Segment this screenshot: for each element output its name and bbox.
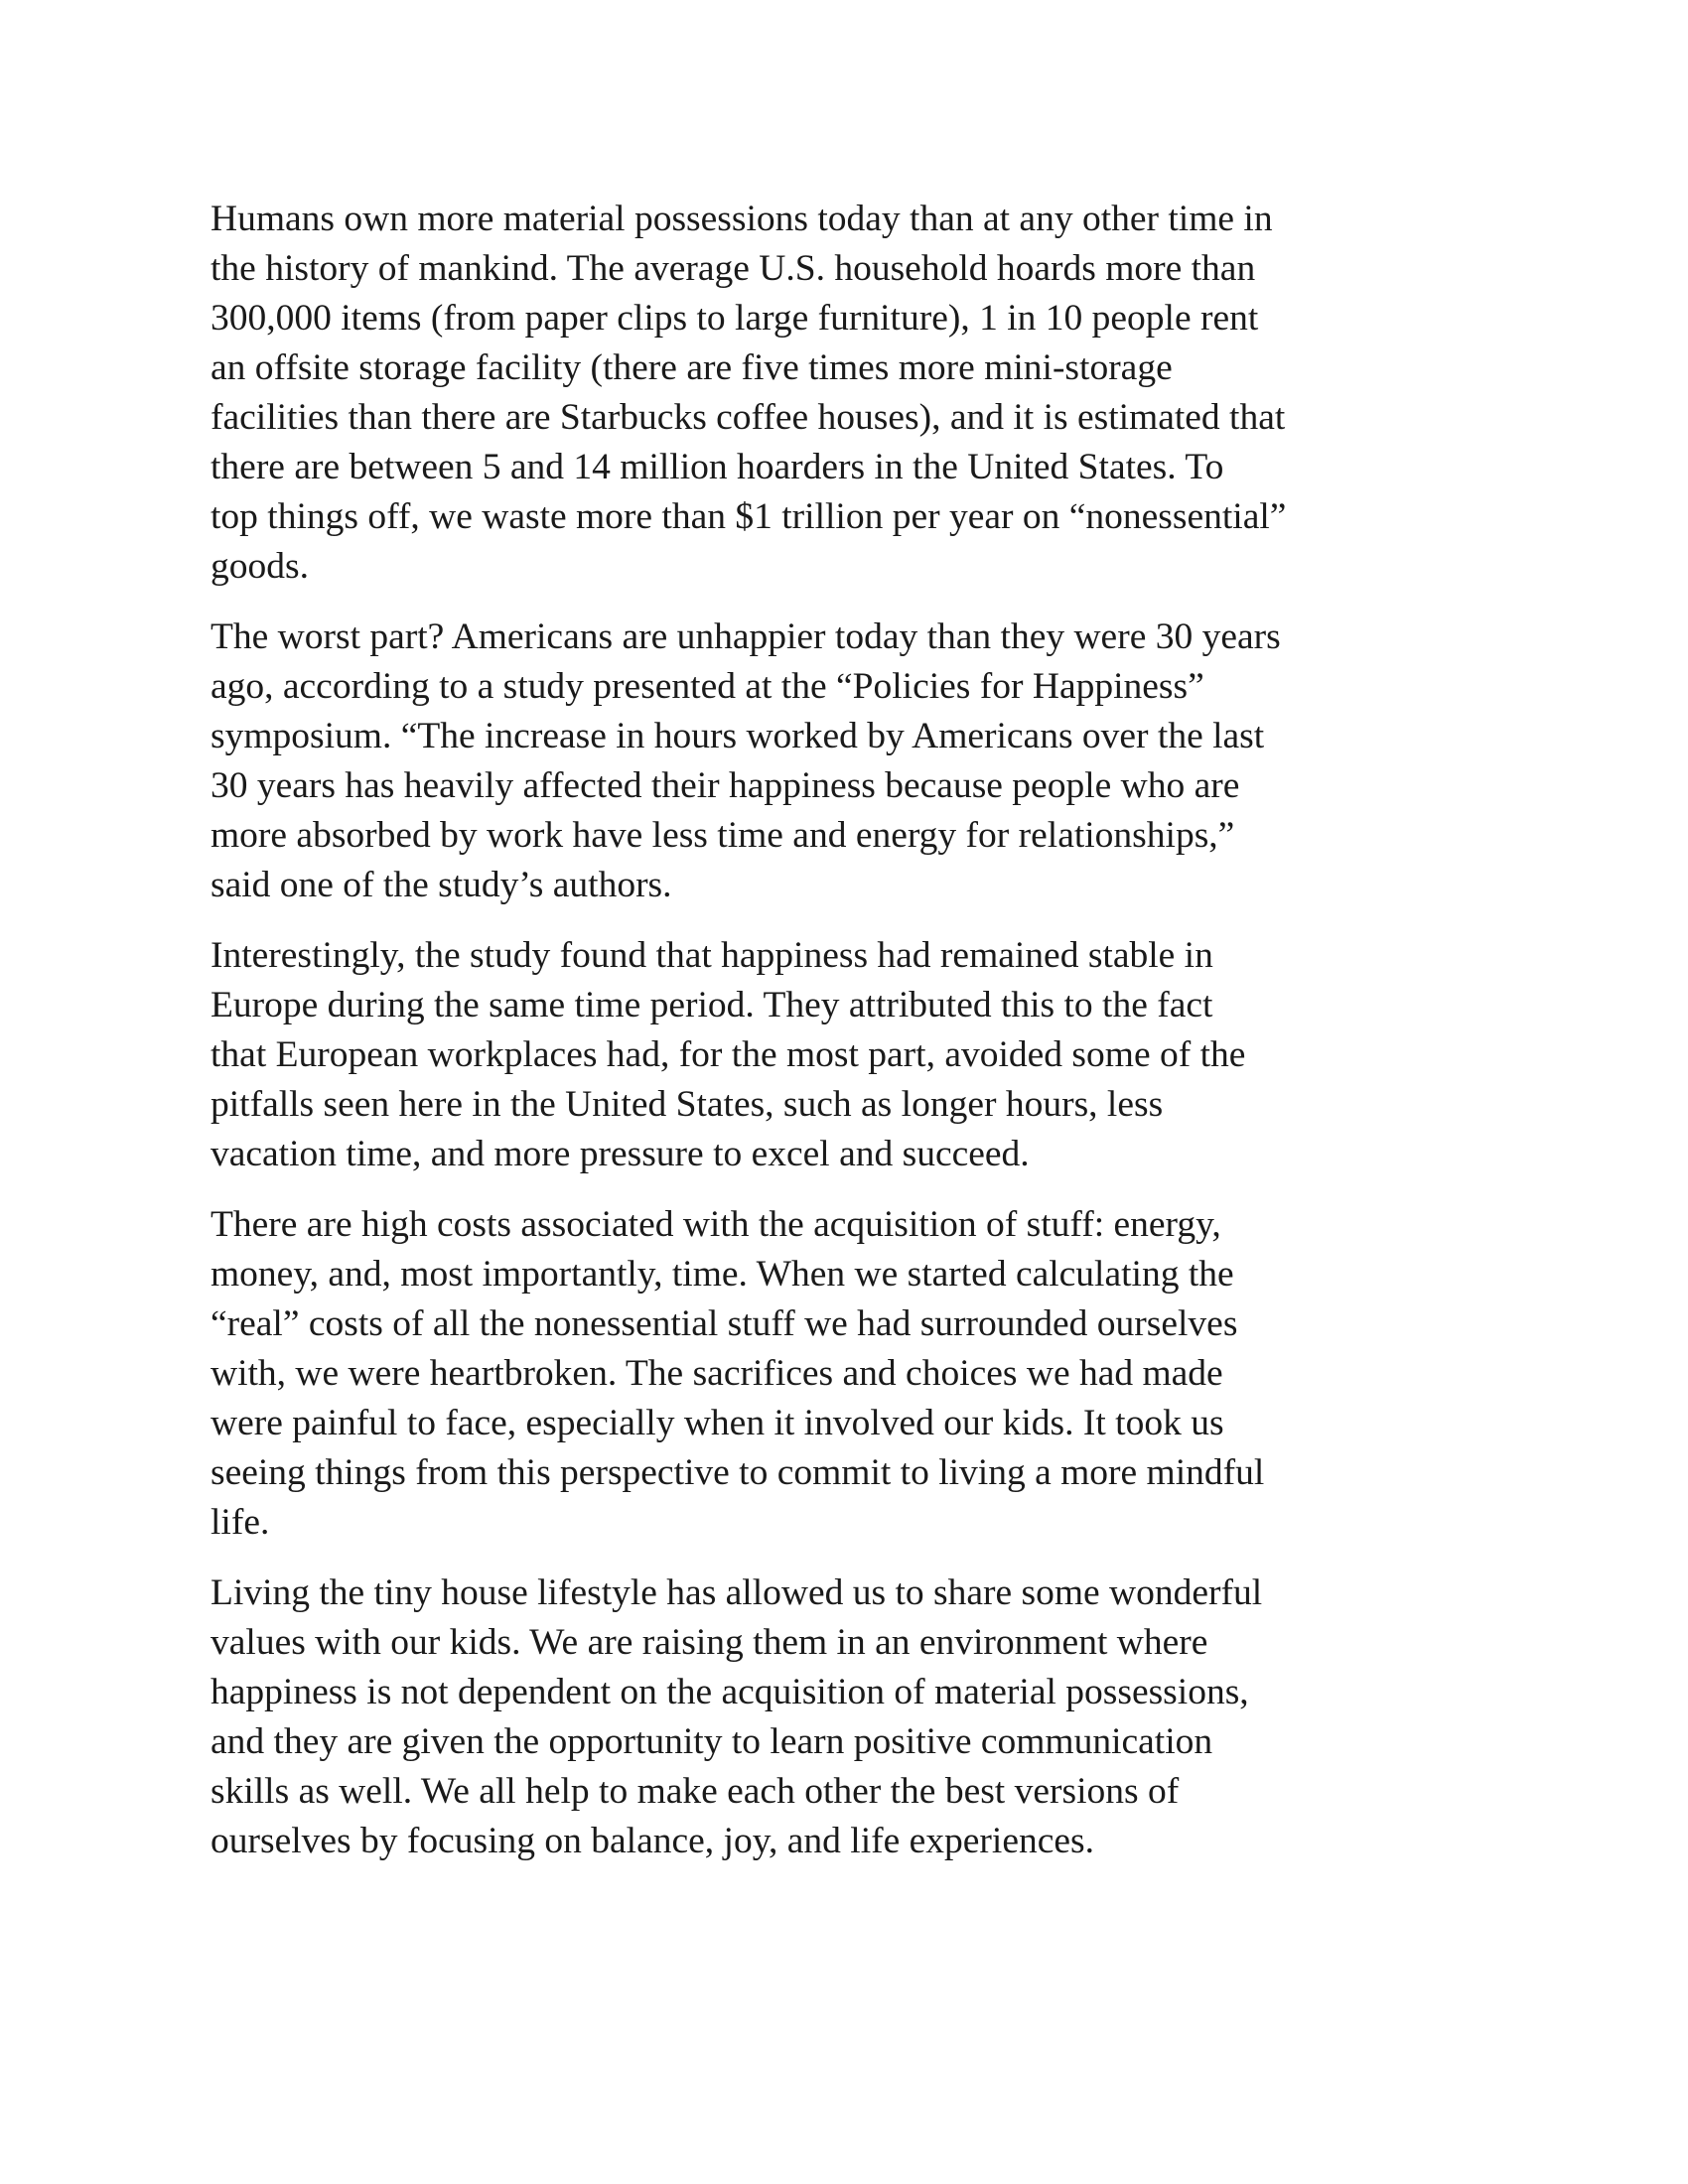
text-line: pitfalls seen here in the United States, such as longer hours, less (211, 1084, 1164, 1125)
text-line: top things off, we waste more than $1 trillion per year on “nonessential” (211, 496, 1287, 537)
text-line: facilities than there are Starbucks coffee houses), and it is estimated that (211, 397, 1286, 438)
text-line: skills as well. We all help to make each other the best versions of (211, 1771, 1180, 1812)
paragraph-worst-part (211, 613, 1501, 910)
text-line: money, and, most importantly, time. When we started calculating the (211, 1254, 1234, 1295)
text-line: happiness is not dependent on the acquisition of material possessions, (211, 1672, 1249, 1712)
paragraph-tiny-house (211, 1569, 1501, 1866)
text-line: and they are given the opportunity to learn positive communication (211, 1721, 1213, 1762)
text-line: the history of mankind. The average U.S. household hoards more than (211, 248, 1256, 289)
text-line: ago, according to a study presented at the “Policies for Happiness” (211, 666, 1204, 707)
text-line: Interestingly, the study found that happiness had remained stable in (211, 935, 1213, 976)
text-line: said one of the study’s authors. (211, 865, 672, 905)
document-page (211, 195, 1501, 1887)
text-line: 30 years has heavily affected their happiness because people who are (211, 765, 1240, 806)
text-line: “real” costs of all the nonessential stuff we had surrounded ourselves (211, 1303, 1238, 1344)
text-line: Europe during the same time period. They attributed this to the fact (211, 985, 1213, 1025)
text-line: with, we were heartbroken. The sacrifices and choices we had made (211, 1353, 1223, 1394)
text-line: Living the tiny house lifestyle has allowed us to share some wonderful (211, 1572, 1263, 1613)
text-line: Humans own more material possessions today than at any other time in (211, 199, 1273, 239)
paragraph-possessions (211, 195, 1501, 592)
text-line: 300,000 items (from paper clips to large furniture), 1 in 10 people rent (211, 298, 1259, 339)
text-line: life. (211, 1502, 270, 1543)
text-line: vacation time, and more pressure to excel and succeed. (211, 1134, 1030, 1174)
text-line: symposium. “The increase in hours worked by Americans over the last (211, 716, 1265, 756)
text-line: an offsite storage facility (there are five times more mini-storage (211, 347, 1173, 388)
text-line: there are between 5 and 14 million hoarders in the United States. To (211, 447, 1224, 487)
text-line: more absorbed by work have less time and energy for relationships,” (211, 815, 1235, 856)
text-line: goods. (211, 546, 309, 587)
text-line: seeing things from this perspective to commit to living a more mindful (211, 1452, 1265, 1493)
paragraph-europe (211, 931, 1501, 1179)
paragraph-costs (211, 1200, 1501, 1548)
text-line: were painful to face, especially when it involved our kids. It took us (211, 1403, 1224, 1443)
text-line: values with our kids. We are raising them in an environment where (211, 1622, 1208, 1663)
text-line: that European workplaces had, for the most part, avoided some of the (211, 1034, 1246, 1075)
text-line: There are high costs associated with the acquisition of stuff: energy, (211, 1204, 1221, 1245)
text-line: ourselves by focusing on balance, joy, and life experiences. (211, 1821, 1094, 1861)
text-line: The worst part? Americans are unhappier today than they were 30 years (211, 616, 1281, 657)
